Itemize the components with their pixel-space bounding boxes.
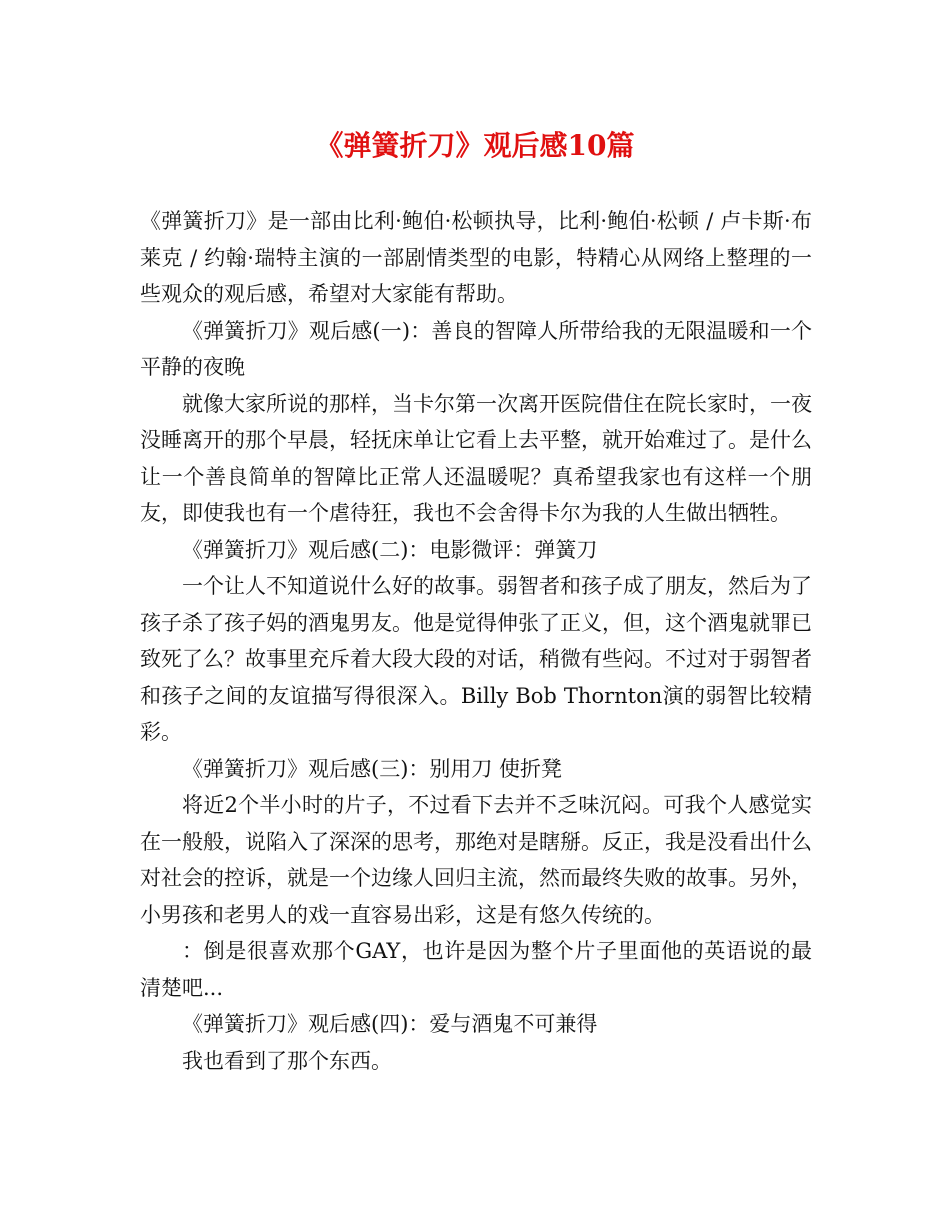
review-2-heading: 《弹簧折刀》观后感(二)：电影微评：弹簧刀	[182, 537, 598, 562]
review-3-heading: 《弹簧折刀》观后感(三)：别用刀 使折凳	[182, 756, 563, 781]
review-4-body: 我也看到了那个东西。	[182, 1048, 392, 1073]
review-4-heading: 《弹簧折刀》观后感(四)：爱与酒鬼不可兼得	[182, 1012, 598, 1036]
document-title: 《弹簧折刀》观后感10篇	[315, 129, 635, 162]
review-1-heading: 《弹簧折刀》观后感(一)：善良的智障人所带给我的无限温暖和一个平静的夜晚	[140, 318, 812, 379]
review-2-body: 一个让人不知道说什么好的故事。弱智者和孩子成了朋友，然后为了孩子杀了孩子妈的酒鬼男友。他是觉得伸张了正义，但，这个酒鬼就罪已致死了么？故事里充斥着大段大段的对话，稍微有些闷。不过对于弱智者和孩子之间的友谊描写得很深入。Billy Bob Thornton演的弱智比较精彩。	[140, 574, 812, 744]
review-3-body: 将近2个半小时的片子，不过看下去并不乏味沉闷。可我个人感觉实在一般般，说陷入了深深的思考，那绝对是瞎掰。反正，我是没看出什么对社会的控诉，就是一个边缘人回归主流，然而最终失败的故事。另外，小男孩和老男人的戏一直容易出彩，这是有悠久传统的。	[140, 793, 812, 927]
document-body	[140, 203, 812, 1079]
review-1-body: 就像大家所说的那样，当卡尔第一次离开医院借住在院长家时，一夜没睡离开的那个早晨，轻抚床单让它看上去平整，就开始难过了。是什么让一个善良简单的智障比正常人还温暖呢？真希望我家也有这样一个朋友，即使我也有一个虐待狂，我也不会舍得卡尔为我的人生做出牺牲。	[140, 391, 812, 525]
review-3-note: ：倒是很喜欢那个GAY，也许是因为整个片子里面他的英语说的最清楚吧...	[140, 939, 812, 1000]
intro-paragraph: 《弹簧折刀》是一部由比利·鲍伯·松顿执导，比利·鲍伯·松顿 / 卢卡斯·布莱克 / 约翰·瑞特主演的一部剧情类型的电影，特精心从网络上整理的一些观众的观后感，希望对大家能有帮助。	[140, 209, 812, 306]
